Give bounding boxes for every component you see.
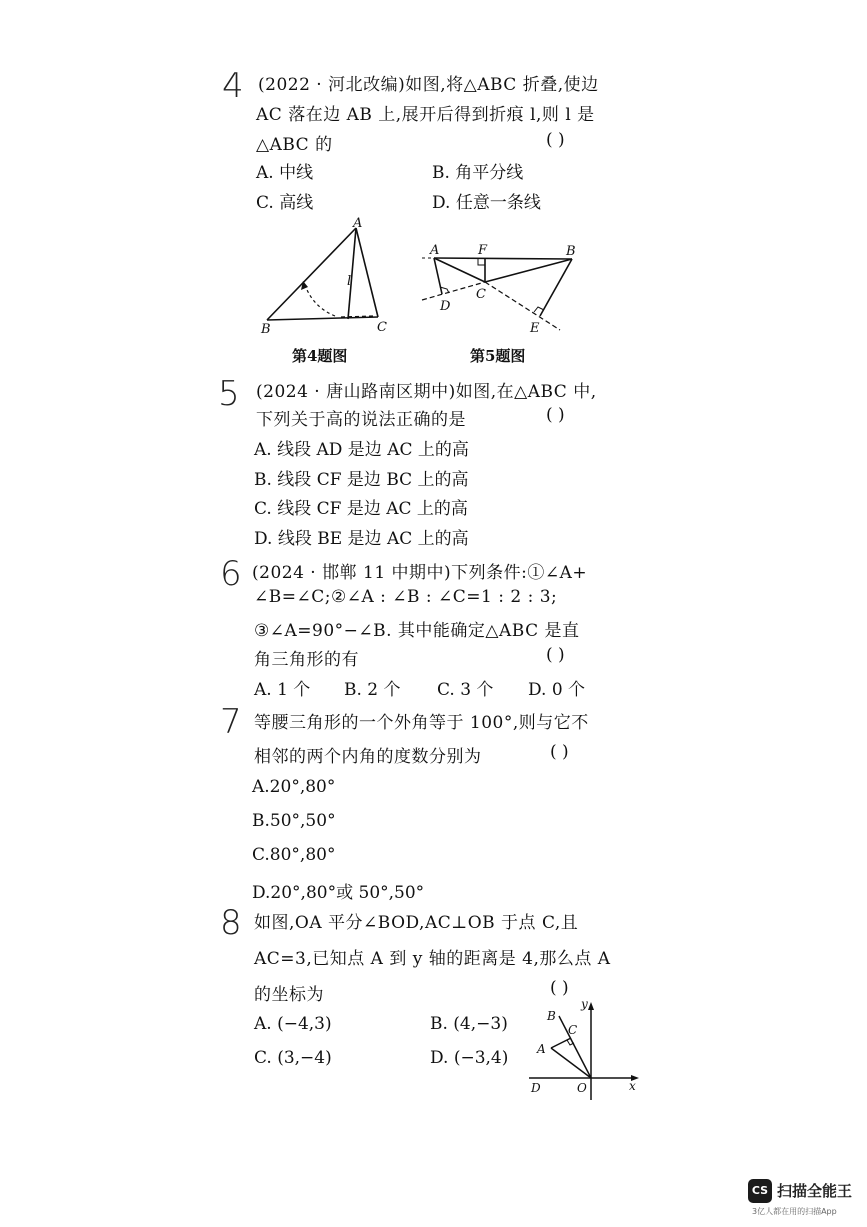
- q5-ext-right: [485, 282, 560, 330]
- q4-figure-caption: 第4题图: [292, 347, 348, 365]
- q5-number: 5: [218, 374, 240, 414]
- q5-label-e: E: [530, 321, 540, 336]
- q6-option-c: C. 3 个: [437, 680, 494, 700]
- q8-ray-oa: [551, 1048, 591, 1078]
- q8-option-c: C. (3,−4): [254, 1048, 332, 1068]
- q4-option-d: D. 任意一条线: [432, 193, 541, 213]
- q6-answer-blank: ( ): [546, 645, 565, 665]
- q6-option-a: A. 1 个: [254, 680, 311, 700]
- q4-figure: [255, 215, 405, 340]
- q8-option-a: A. (−4,3): [254, 1014, 332, 1034]
- q8-label-a: A: [537, 1042, 546, 1056]
- q5-side-ab: [434, 258, 572, 259]
- q5-figure: [420, 240, 610, 340]
- q5-altitude-ad: [434, 258, 442, 294]
- q6-stem-line-1: (2024 · 邯郸 11 中期中)下列条件:①∠A+: [252, 563, 588, 583]
- q8-number: 8: [220, 903, 242, 943]
- q6-option-b: B. 2 个: [344, 680, 401, 700]
- q5-option-c: C. 线段 CF 是边 AC 上的高: [254, 499, 468, 519]
- q5-label-b: B: [566, 244, 576, 259]
- q4-side-ab: [267, 228, 356, 320]
- q4-label-l: l: [347, 274, 352, 289]
- q8-y-arrow: [588, 1002, 594, 1010]
- q8-label-o: O: [577, 1081, 587, 1095]
- q6-option-d: D. 0 个: [528, 680, 586, 700]
- q8-option-b: B. (4,−3): [430, 1014, 508, 1034]
- q8-stem-line-1: 如图,OA 平分∠BOD,AC⊥OB 于点 C,且: [254, 913, 579, 933]
- q8-label-c: C: [568, 1023, 578, 1037]
- q7-stem-line-2: 相邻的两个内角的度数分别为: [254, 747, 482, 767]
- q8-label-b: B: [547, 1009, 556, 1023]
- q4-number: 4: [222, 66, 244, 106]
- q8-segment-ac: [551, 1038, 571, 1048]
- q4-option-c: C. 高线: [256, 193, 314, 213]
- q7-number: 7: [220, 702, 242, 742]
- q5-option-b: B. 线段 CF 是边 BC 上的高: [254, 470, 469, 490]
- q4-stem-line-3: △ABC 的: [256, 135, 333, 155]
- q6-stem-line-4: 角三角形的有: [254, 650, 359, 670]
- q5-label-a: A: [430, 243, 440, 258]
- q4-stem-line-1: (2022 · 河北改编)如图,将△ABC 折叠,使边: [258, 75, 599, 95]
- q6-stem-line-3: ③∠A=90°−∠B. 其中能确定△ABC 是直: [254, 621, 580, 641]
- q5-side-ac: [434, 258, 485, 282]
- q8-stem-line-2: AC=3,已知点 A 到 y 轴的距离是 4,那么点 A: [254, 949, 611, 969]
- q5-stem-line-1: (2024 · 唐山路南区期中)如图,在△ABC 中,: [256, 382, 597, 402]
- q5-answer-blank: ( ): [546, 405, 565, 425]
- scanner-logo-icon: CS: [748, 1179, 772, 1203]
- q4-side-bc: [267, 317, 378, 320]
- q4-option-b: B. 角平分线: [432, 163, 524, 183]
- q4-label-c: C: [377, 320, 387, 335]
- q5-option-a: A. 线段 AD 是边 AC 上的高: [254, 440, 469, 460]
- q8-label-d: D: [531, 1081, 541, 1095]
- q7-option-c: C.80°,80°: [252, 845, 336, 865]
- q8-label-x: x: [629, 1079, 636, 1093]
- q8-figure: [525, 998, 645, 1103]
- scanner-brand-tagline: 3亿人都在用的扫描App: [752, 1207, 837, 1216]
- q4-side-ac: [356, 228, 378, 317]
- q4-label-b: B: [261, 322, 271, 337]
- q7-stem-line-1: 等腰三角形的一个外角等于 100°,则与它不: [254, 713, 589, 733]
- q5-figure-caption: 第5题图: [470, 347, 526, 365]
- q6-stem-line-2: ∠B=∠C;②∠A : ∠B : ∠C=1 : 2 : 3;: [254, 587, 558, 607]
- q4-fold-arrow: [305, 285, 335, 316]
- q4-answer-blank: ( ): [546, 130, 565, 150]
- q5-label-d: D: [440, 299, 451, 314]
- q5-option-d: D. 线段 BE 是边 AC 上的高: [254, 529, 469, 549]
- q8-stem-line-3: 的坐标为: [254, 985, 324, 1005]
- scanner-brand-name: 扫描全能王: [777, 1182, 853, 1200]
- q7-answer-blank: ( ): [550, 742, 569, 762]
- q8-option-d: D. (−3,4): [430, 1048, 509, 1068]
- q4-stem-line-2: AC 落在边 AB 上,展开后得到折痕 l,则 l 是: [256, 105, 595, 125]
- q8-label-y: y: [581, 998, 588, 1011]
- q7-option-b: B.50°,50°: [252, 811, 336, 831]
- q8-answer-blank: ( ): [550, 978, 569, 998]
- q6-number: 6: [220, 554, 242, 594]
- q5-altitude-be: [540, 259, 572, 316]
- q5-side-bc: [485, 259, 572, 282]
- q7-option-d: D.20°,80°或 50°,50°: [252, 883, 425, 903]
- q7-option-a: A.20°,80°: [252, 777, 336, 797]
- q5-label-c: C: [476, 287, 486, 302]
- q4-label-a: A: [353, 216, 363, 231]
- q5-label-f: F: [478, 243, 488, 258]
- q5-stem-line-2: 下列关于高的说法正确的是: [256, 410, 466, 430]
- q4-option-a: A. 中线: [256, 163, 314, 183]
